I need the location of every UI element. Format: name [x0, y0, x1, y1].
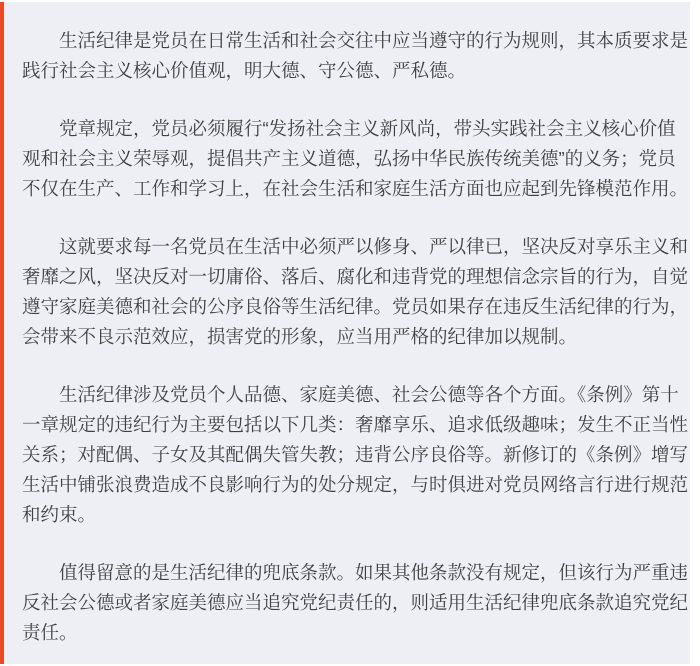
page-frame — [0, 2, 700, 664]
article-content — [4, 2, 690, 664]
right-margin-strip — [690, 2, 700, 664]
paragraph-requirements: 这就要求每一名党员在生活中必须严以修身、严以律已，坚决反对享乐主义和奢靡之风，坚决反对一切庸俗、落后、腐化和违背党的理想信念宗旨的行为，自觉遵守家庭美德和社会的公序良俗等生活纪律。党员如果存在违反生活纪律的行为，会带来不良示范效应，损害党的形象，应当用严格的纪律加以规制。 — [22, 236, 689, 347]
paragraph-catchall-clause: 值得留意的是生活纪律的兜底条款。如果其他条款没有规定，但该行为严重违反社会公德或者家庭美德应当追究党纪责任的，则适用生活纪律兜底条款追究党纪责任。 — [22, 562, 689, 643]
paragraph-intro: 生活纪律是党员在日常生活和社会交往中应当遵守的行为规则，其本质要求是践行社会主义核心价值观，明大德、守公德、严私德。 — [22, 30, 689, 81]
article-page-body — [0, 2, 700, 666]
paragraph-party-charter: 党章规定，党员必须履行“发扬社会主义新风尚，带头实践社会主义核心价值观和社会主义荣辱观，提倡共产主义道德，弘扬中华民族传统美德”的义务；党员不仅在生产、工作和学习上，在社会生活和家庭生活方面也应起到先锋模范作用。 — [22, 118, 689, 199]
paragraph-regulation-scope: 生活纪律涉及党员个人品德、家庭美德、社会公德等各个方面。《条例》第十一章规定的违纪行为主要包括以下几类：奢靡享乐、追求低级趣味；发生不正当性关系；对配偶、子女及其配偶失管失教；违背公序良俗等。新修订的《条例》增写生活中铺张浪费造成不良影响行为的处分规定，与时俱进对党员网络言行进行规范和约束。 — [22, 384, 689, 525]
